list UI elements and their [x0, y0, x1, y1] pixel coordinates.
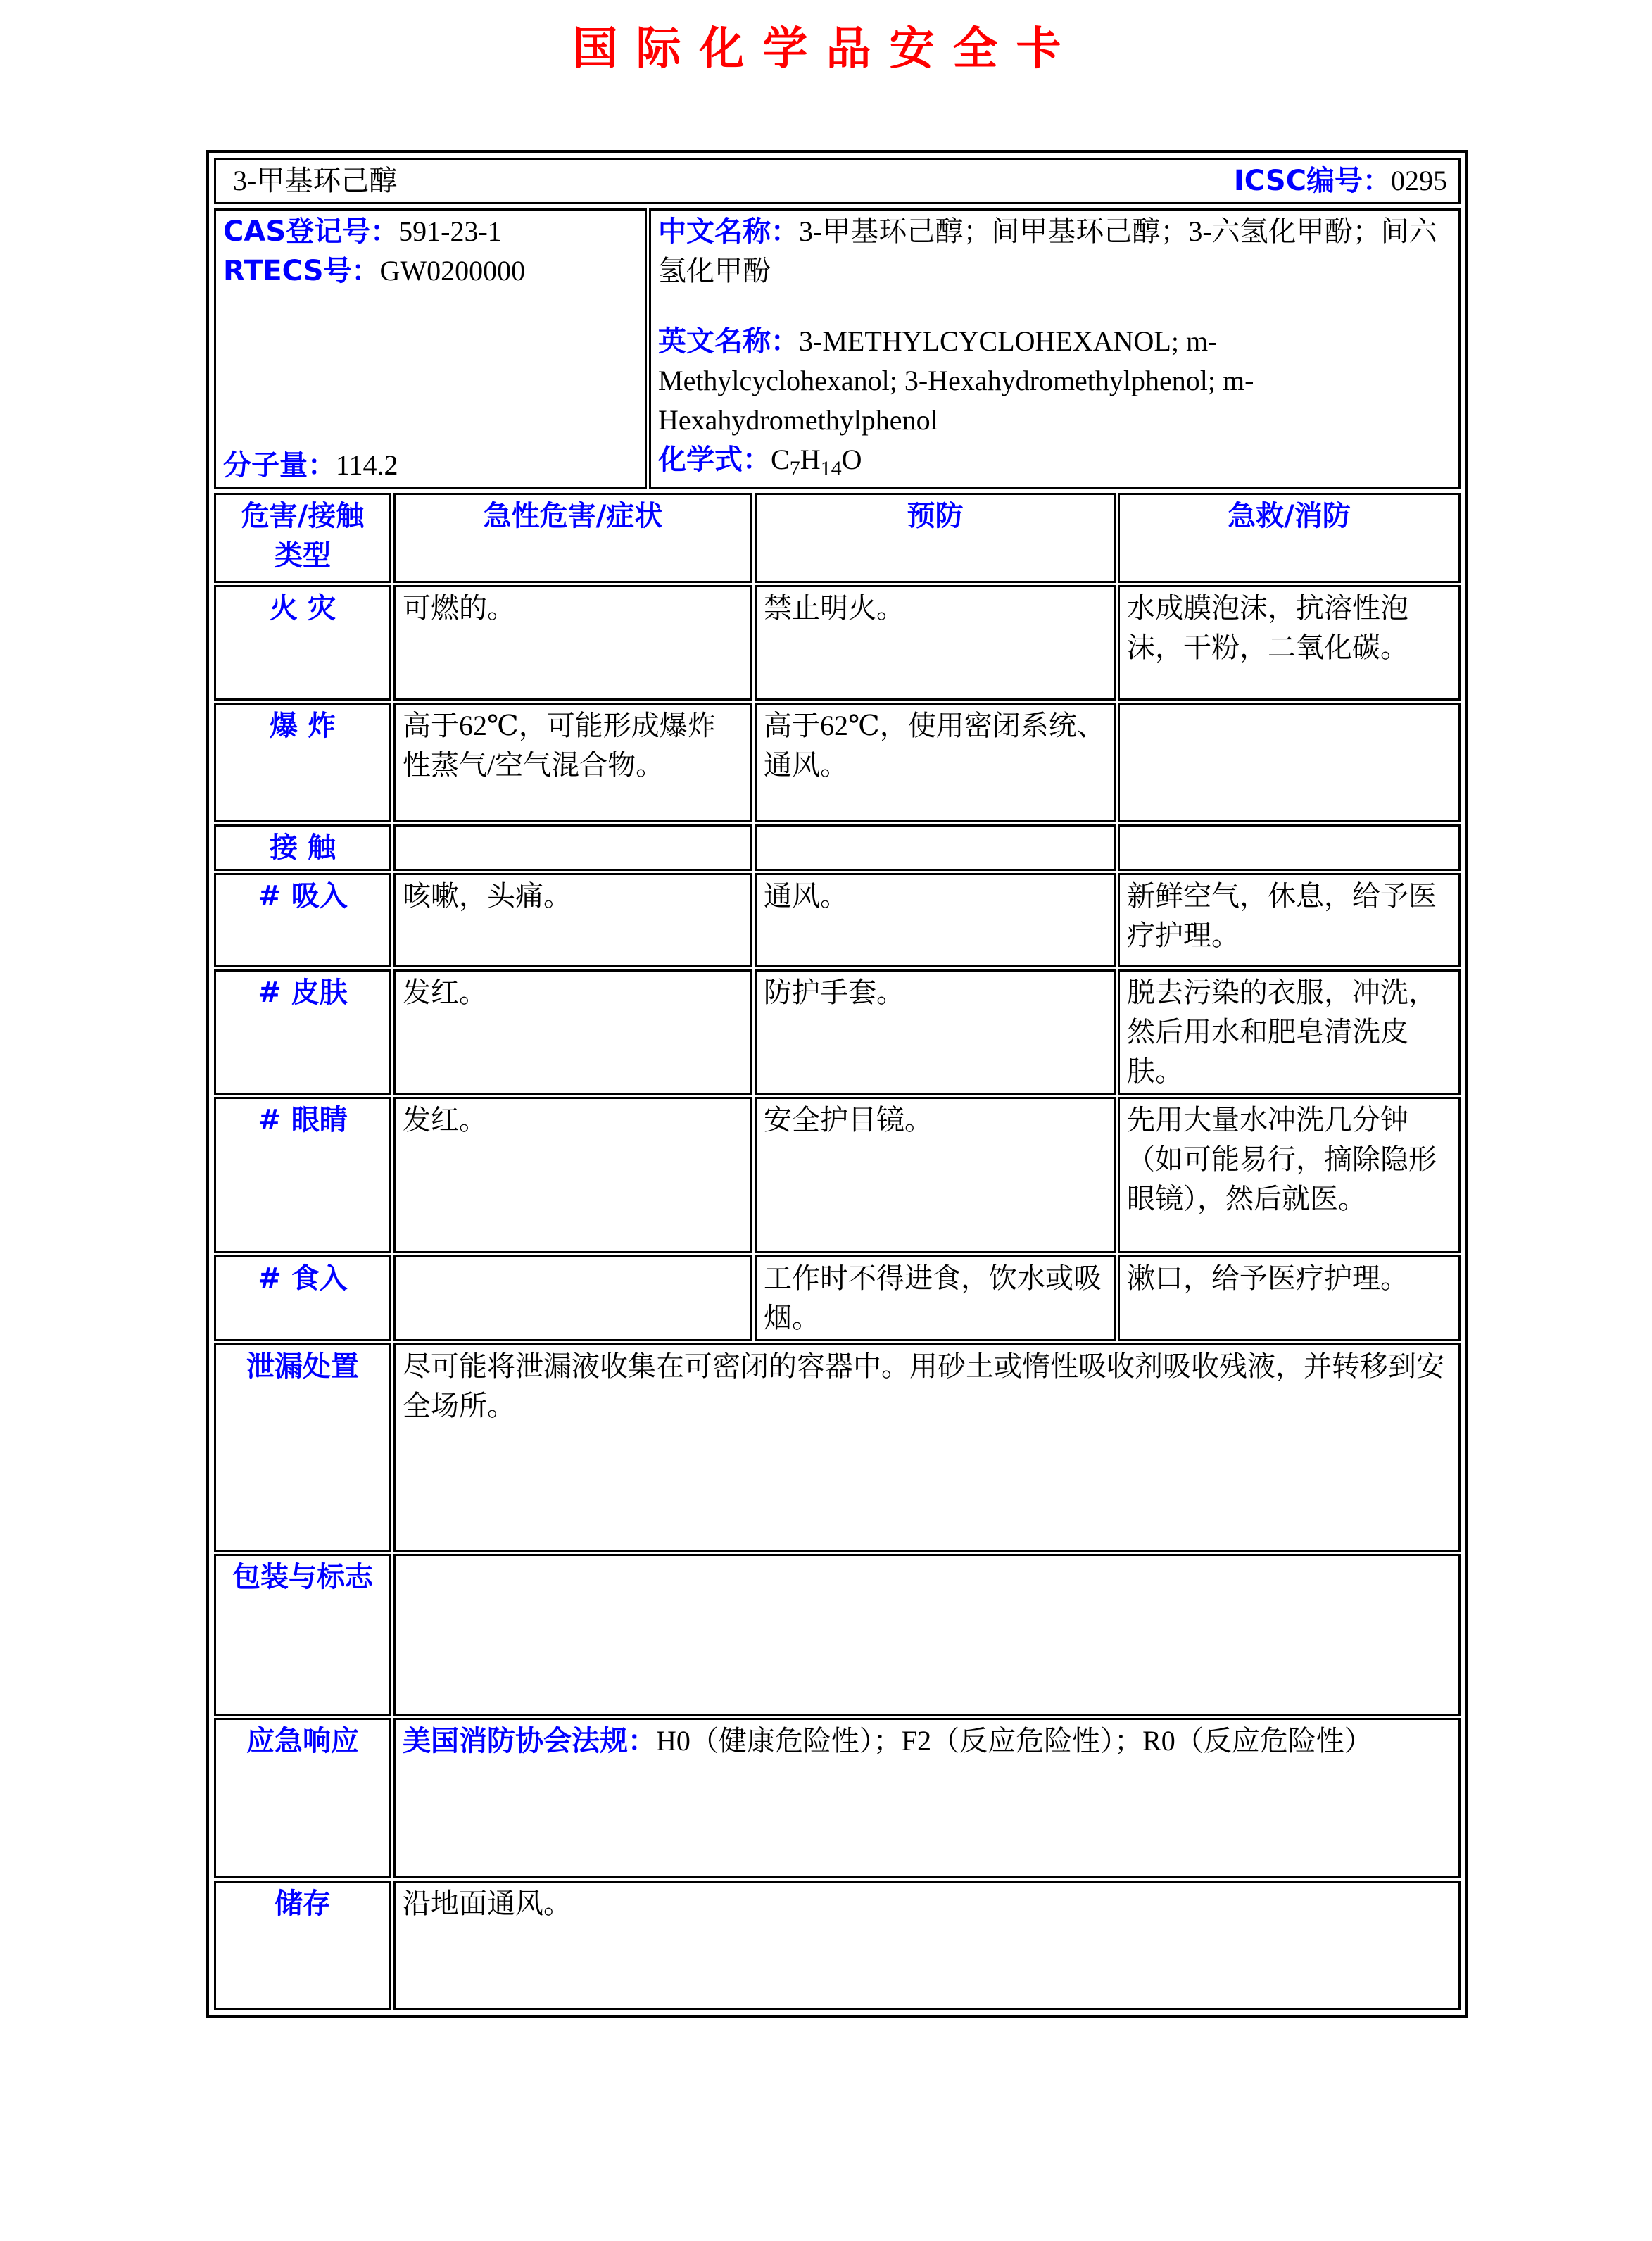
row-exposure	[214, 824, 1461, 871]
row-explosion	[214, 703, 1461, 822]
row-exposure-label: 接 触	[214, 824, 391, 871]
row-storage	[214, 1881, 1461, 2010]
row-eyes-label: # 眼睛	[214, 1097, 391, 1253]
header-hazard-type: 危害/接触 类型	[214, 493, 391, 583]
cas-value: 591-23-1	[398, 215, 502, 247]
row-packaging-content	[393, 1554, 1461, 1716]
row-emergency-response	[214, 1718, 1461, 1878]
page-title: 国际化学品安全卡	[572, 23, 1080, 75]
hazard-header-row	[214, 493, 1461, 583]
chinese-name-value: 3-甲基环己醇；间甲基环己醇；3-六氢化甲酚；间六氢化甲酚	[658, 215, 1437, 287]
row-exposure-prevention	[755, 824, 1116, 871]
icsc-label: ICSC编号：	[1233, 165, 1391, 197]
hazard-table	[212, 491, 1463, 2012]
row-fire-firstaid: 水成膜泡沫，抗溶性泡沫，干粉，二氧化碳。	[1118, 585, 1461, 701]
rtecs-value: GW0200000	[379, 255, 526, 287]
name-row-cell	[214, 158, 1461, 204]
row-inhalation-label: # 吸入	[214, 873, 391, 967]
row-explosion-firstaid	[1118, 703, 1461, 822]
name-row-section	[212, 156, 1463, 206]
header-acute-hazards: 急性危害/症状	[393, 493, 752, 583]
rtecs-label: RTECS号：	[223, 255, 380, 287]
row-explosion-label: 爆 炸	[214, 703, 391, 822]
row-skin-symptoms: 发红。	[393, 969, 752, 1095]
row-eyes	[214, 1097, 1461, 1253]
row-explosion-prevention: 高于62℃，使用密闭系统、通风。	[755, 703, 1116, 822]
chinese-name-label: 中文名称：	[658, 215, 799, 248]
header-prevention: 预防	[755, 493, 1116, 583]
row-eyes-firstaid: 先用大量水冲洗几分钟（如可能易行，摘除隐形眼镜），然后就医。	[1118, 1097, 1461, 1253]
molecular-weight-label: 分子量：	[223, 449, 336, 482]
molecular-weight-value: 114.2	[336, 449, 398, 481]
row-skin	[214, 969, 1461, 1095]
row-packaging-labelling	[214, 1554, 1461, 1716]
row-spill-disposal	[214, 1343, 1461, 1552]
row-spill-label: 泄漏处置	[214, 1343, 391, 1552]
row-ingestion-firstaid: 漱口，给予医疗护理。	[1118, 1255, 1461, 1341]
row-fire	[214, 585, 1461, 701]
identifier-section	[212, 206, 1463, 491]
header-first-aid: 急救/消防	[1118, 493, 1461, 583]
row-inhalation-firstaid: 新鲜空气，休息，给予医疗护理。	[1118, 873, 1461, 967]
chemical-name: 3-甲基环己醇	[233, 165, 398, 196]
row-ingestion-label: # 食入	[214, 1255, 391, 1341]
formula-label: 化学式：	[658, 444, 771, 476]
row-storage-label: 储存	[214, 1881, 391, 2010]
row-ingestion-prevention: 工作时不得进食，饮水或吸烟。	[755, 1255, 1116, 1341]
row-exposure-symptoms	[393, 824, 752, 871]
cas-label: CAS登记号：	[223, 215, 399, 248]
row-skin-label: # 皮肤	[214, 969, 391, 1095]
row-exposure-firstaid	[1118, 824, 1461, 871]
english-name-value: 3-METHYLCYCLOHEXANOL; m-Methylcyclohexanol; 3-Hexahydromethylphenol; m-Hexahydromethylphenol	[658, 325, 1254, 436]
formula-value: $C_7H_{14}O$	[771, 444, 862, 480]
row-explosion-symptoms: 高于62℃，可能形成爆炸性蒸气/空气混合物。	[393, 703, 752, 822]
identifier-left-cell	[214, 208, 647, 489]
row-eyes-prevention: 安全护目镜。	[755, 1097, 1116, 1253]
icsc-number: 0295	[1391, 165, 1447, 196]
row-fire-symptoms: 可燃的。	[393, 585, 752, 701]
row-inhalation	[214, 873, 1461, 967]
icsc-card	[206, 150, 1468, 2018]
row-ingestion-symptoms	[393, 1255, 752, 1341]
row-packaging-label: 包装与标志	[214, 1554, 391, 1716]
identifier-right-cell	[649, 208, 1461, 489]
row-inhalation-prevention: 通风。	[755, 873, 1116, 967]
row-skin-firstaid: 脱去污染的衣服，冲洗，然后用水和肥皂清洗皮肤。	[1118, 969, 1461, 1095]
row-eyes-symptoms: 发红。	[393, 1097, 752, 1253]
row-skin-prevention: 防护手套。	[755, 969, 1116, 1095]
row-fire-label: 火 灾	[214, 585, 391, 701]
row-emergency-content: 美国消防协会法规：H0（健康危险性）；F2（反应危险性）；R0（反应危险性）	[393, 1718, 1461, 1878]
row-inhalation-symptoms: 咳嗽，头痛。	[393, 873, 752, 967]
row-ingestion	[214, 1255, 1461, 1341]
row-spill-content: 尽可能将泄漏液收集在可密闭的容器中。用砂土或惰性吸收剂吸收残液，并转移到安全场所。	[393, 1343, 1461, 1552]
english-name-label: 英文名称：	[658, 325, 799, 358]
row-emergency-label: 应急响应	[214, 1718, 391, 1878]
nfpa-label: 美国消防协会法规：	[403, 1725, 656, 1757]
row-storage-content: 沿地面通风。	[393, 1881, 1461, 2010]
row-fire-prevention: 禁止明火。	[755, 585, 1116, 701]
